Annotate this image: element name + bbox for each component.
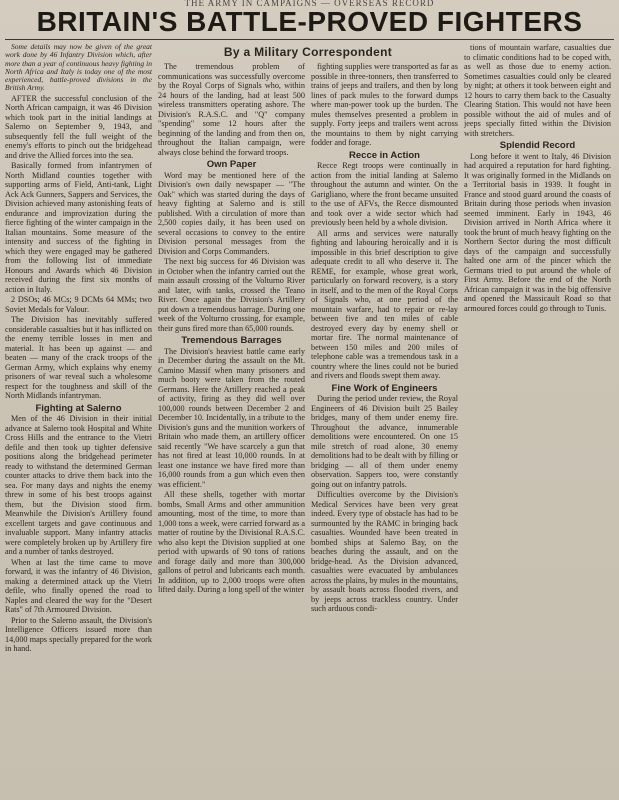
column-2 xyxy=(158,62,305,615)
paragraph: Basically formed from infantrymen of North Midland counties together with supporting arms of Field, Anti-tank, Light Ack Ack Gunners, Sappers and Services, the Division achieved many astonishing feats of endurance and improvization during the fierce fighting of the winter campaign in the Italian mountains. Some measure of the intensity and success of the fighting in which they were engaged may be gathered from the following list of immediate Honours and Awards which 46 Division received during the first six months of action in Italy. xyxy=(5,161,152,294)
subheading: Own Paper xyxy=(206,159,257,170)
paragraph: Prior to the Salerno assault, the Division's Intelligence Officers issued more than 14,000 maps specially prepared for the work in hand. xyxy=(5,615,152,654)
paragraph: When at last the time came to move forward, it was the infantry of 46 Division, making a determined attack up the Vietri defile, who finally opened the road to Naples and cleared the way for the "Desert Rats" of 7th Armoured Division. xyxy=(5,557,152,615)
paragraph: Long before it went to Italy, 46 Division had acquired a reputation for hard fighting. It was originally formed in the Midlands on a Territorial basis in 1939. It fought in France and stood guard around the coasts of Britain during those periods when invasion seemed imminent. Early in 1943, 46 Division arrived in North Africa where it took the brunt of much heavy fighting on the Northern Sector during the most difficult days of the campaign and successfully halted one arm of the pincer which the Germans tried to put around the whole of First Army. Before the end of the North African campaign it was in the big offensive and opened the Massicault Road so that armoured forces could go through to Tunis. xyxy=(464,151,611,313)
paragraph: The Division has inevitably suffered considerable casualties but it has inflicted on the enemy terrible losses in men and material. It has been up against — and beaten — many of the crack troops of the German Army, which explains why enemy prisoners of war reveal such a wholesome respect for the toughness and skill of the North Midlands infantryman. xyxy=(5,315,152,401)
paragraph: Men of the 46 Division in their initial advance at Salerno took Hospital and White Cross Hills and the entrance to the Vietri defile and then took up tighter defensive positions along the bridgehead perimeter ready to withstand the determined German counter attacks to drive them back into the sea. For many days and nights the enemy threw in some of his best troops against them, but the Division stood firm. Meanwhile the Division's Artillery found excellent targets and gave continuous and invaluable support. Many infantry attacks were completely broken up by Artillery fire and a number of tanks destroyed. xyxy=(5,414,152,557)
subheading: Fighting at Salerno xyxy=(35,402,122,414)
paragraph: AFTER the successful conclusion of the North African campaign, it was 46 Division which took part in the initial landings at Salerno on September 9, 1943, and subsequently fell the full weight of the enemy's efforts to pinch out the bridgehead and drive the Allied forces into the sea. xyxy=(5,93,152,160)
column-4 xyxy=(464,43,611,798)
center-columns xyxy=(158,43,458,798)
subheading: Tremendous Barrages xyxy=(181,335,282,346)
headline: BRITAIN'S BATTLE-PROVED FIGHTERS xyxy=(5,7,614,40)
paragraph: The tremendous problem of communications was successfully overcome by the Royal Corps of Signals who, within 24 hours of the landing, had at least 500 wireless transmitters operating ashore. The Division's R.A.S.C. and "Q" company "spending" some 12 hours after the beginning of the landing and from then on, throughout the Italian campaign, were always close behind the forward troops. xyxy=(158,62,305,157)
paragraph: During the period under review, the Royal Engineers of 46 Division built 25 Bailey bridges, many of them under enemy fire. Throughout the advance, innumerable demolitions were encountered. On one 15 mile stretch of road alone, 30 enemy demolitions had to be dealt with by filling or bridging — all of them under enemy observation. Sappers too, were constantly going out on infantry patrols. xyxy=(311,394,458,489)
intro-paragraph: Some details may now be given of the great work done by 46 Infantry Division which, after more than a year of continuous heavy fighting in North Africa and Italy is today one of the most experienced, battle-proved divisions in the British Army. xyxy=(5,43,152,93)
paragraph: The Division's heaviest battle came early in December during the assault on the Mt. Camino Massif when many prisoners and much booty were taken from the routed Germans. Here the Artillery reached a peak of activity, firing as they did well over 100,000 rounds between December 2 and December 10. Incidentally, in a tribute to the Division's guns and the munition workers of Britain who made them, an artillery officer said recently "We have scarcely a gun that has not fired at least 10,000 rounds. In at least one instance we have fired more than 16,000 rounds from a gun which even then was efficient." xyxy=(158,346,305,489)
masthead-fragment: THE ARMY IN CAMPAIGNS — OVERSEAS RECORD xyxy=(184,0,435,7)
paragraph: 2 DSOs; 46 MCs; 9 DCMs 64 MMs; two Soviet Medals for Valour. xyxy=(5,295,152,314)
paragraph: Recce Regt troops were continually in action from the initial landing at Salerno throughout the autumn and winter. On the Garigliano, where the front became unsuited to the use of AFVs, the Recce dismounted and took over a wide sector which had previously been held by a whole division. xyxy=(311,161,458,227)
subheading: Fine Work of Engineers xyxy=(331,382,438,394)
subheading: Recce in Action xyxy=(349,149,420,161)
paragraph: Word may be mentioned here of the Division's own daily newspaper — "The Oak" which was started during the days of heavy fighting at Salerno and is still published. With a circulation of more than 2,500 copies daily, it has been used on several occasions to convey to the entire Division personal messages from the Division and Corps Commanders. xyxy=(158,170,305,256)
column-1 xyxy=(5,43,152,798)
paragraph: fighting supplies were transported as far as possible in three-tonners, then transferred to trains of jeeps and trailers, and then by long lines of pack mules to the forward dumps where man-power took up the burden. The mules themselves presented a problem in supply. Forty jeeps and trailers went across the mountains to them by night carrying fodder and forage. xyxy=(311,62,458,147)
paragraph: tions of mountain warfare, casualties due to climatic conditions had to be coped with, as well as those due to enemy action. Sometimes casualties could only be cleared by night; at others it took between eight and 12 hours to carry them back to the Casualty Clearing Station. This would not have been possible without the aid of mules and of jeeps specially fitted within the Division with stretchers. xyxy=(464,43,611,138)
paragraph: All arms and services were naturally fighting and labouring heroically and it is impossible in this brief description to give adequate credit to all who deserve it. The REME, for example, whose great work, particularly on forward recovery, is a story in itself, and to the men of the Royal Corps of Signals who, at one period of the mountain warfare, had to repair or re-lay between five and ten miles of cable destroyed every day by enemy shell or mortar fire. The normal maintenance of between 150 miles and 200 miles of telephone cable was a tremendous task in a country where the lines could not be buried and rivers and floods swept them away. xyxy=(311,228,458,380)
paragraph: The next big success for 46 Division was in October when the infantry carried out the main assault crossing of the Volturno River and later, with tanks, crossed the Teano River. Once again the Division's Artillery put down a tremendous barrage. During one week of the Volturno crossing, for example, their guns fired more than 65,000 rounds. xyxy=(158,257,305,333)
article-body xyxy=(5,43,614,798)
column-3 xyxy=(311,62,458,615)
paragraph: All these shells, together with mortar bombs, Small Arms and other ammunition amounting, most of the time, to more than 1,000 tons a week, were carried forward as a matter of routine by the Divisional R.A.S.C. who also kept the Division supplied at one period with upwards of 90 tons of rations and forage daily and more than 300,000 gallons of petrol and lubricants each month. In addition, up to 2,000 troops were often lifted daily. During a long spell of the winter xyxy=(158,490,305,594)
subheading: Splendid Record xyxy=(499,140,576,151)
byline: By a Military Correspondent xyxy=(223,45,393,59)
paragraph: Difficulties overcome by the Division's Medical Services have been very great indeed. Every type of obstacle has had to be surmounted by the RAMC in bringing back casualties. Wounded have been treated in bombed ships at Salerno Bay, on the beaches during the assault, and on the bridge-head. As the Division advanced, casualties were evacuated by ambulances across the plains, by mules in the mountains, by assault boats across flooded rivers, and by jeeps across trackless country. Under such arduous condi- xyxy=(311,490,458,613)
